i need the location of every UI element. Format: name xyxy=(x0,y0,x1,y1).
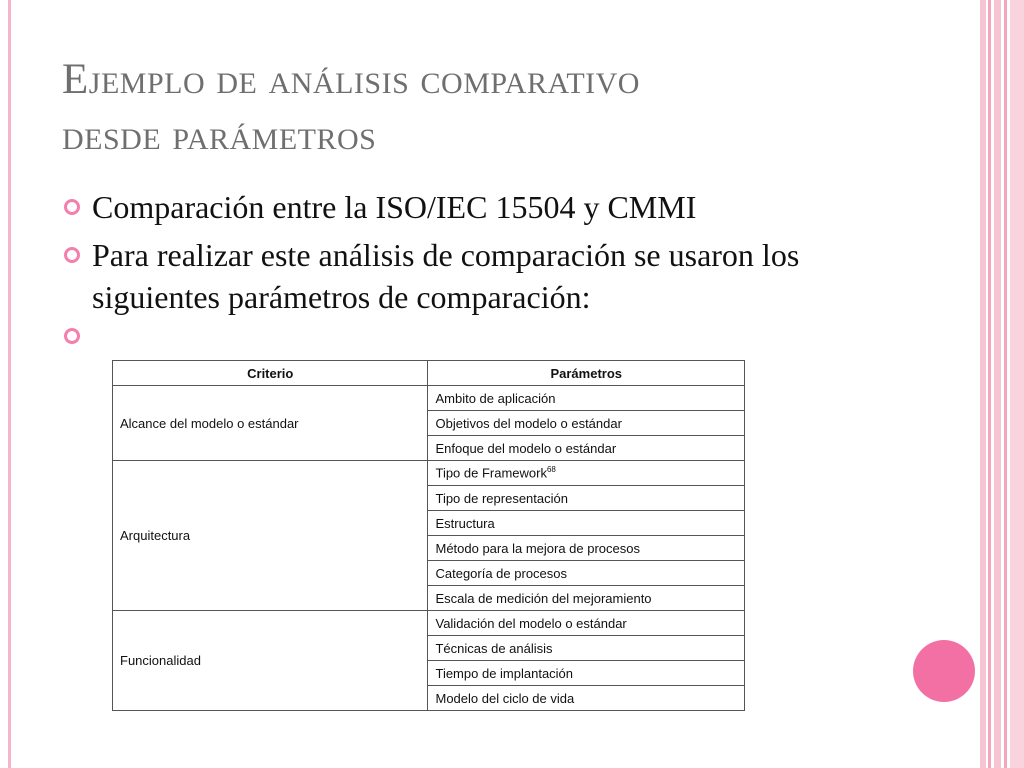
parameters-table xyxy=(112,360,745,711)
slide-title-line2: desde parámetros xyxy=(62,112,377,159)
parametro-cell: Escala de medición del mejoramiento xyxy=(428,586,745,611)
footnote-mark: 68 xyxy=(546,465,556,475)
parametro-cell: Modelo del ciclo de vida xyxy=(428,686,745,711)
table-row xyxy=(113,611,745,636)
table-row xyxy=(113,461,745,486)
decor-circle xyxy=(913,640,975,702)
bullet-icon xyxy=(64,247,80,263)
slide-title xyxy=(62,52,942,164)
parametro-cell: Tipo de representación xyxy=(428,486,745,511)
parametro-cell: Tiempo de implantación xyxy=(428,661,745,686)
decor-stripe xyxy=(994,0,1001,768)
table-row xyxy=(113,386,745,411)
criterio-cell: Funcionalidad xyxy=(113,611,428,711)
parametro-cell: Objetivos del modelo o estándar xyxy=(428,411,745,436)
parametro-cell: Validación del modelo o estándar xyxy=(428,611,745,636)
parametro-cell: Ambito de aplicación xyxy=(428,386,745,411)
bullet-text: Comparación entre la ISO/IEC 15504 y CMMI xyxy=(92,189,697,225)
bullet-item xyxy=(62,320,862,348)
decor-stripe xyxy=(988,0,991,768)
parametro-cell: Técnicas de análisis xyxy=(428,636,745,661)
parametro-text: Tipo de Framework xyxy=(435,465,547,481)
slide-title-line1: Ejemplo de análisis comparativo xyxy=(62,56,640,103)
criterio-cell: Alcance del modelo o estándar xyxy=(113,386,428,461)
bullet-item xyxy=(62,234,862,318)
decor-stripe xyxy=(1004,0,1007,768)
table-header-row xyxy=(113,361,745,386)
decor-stripe xyxy=(1010,0,1024,768)
criterio-cell: Arquitectura xyxy=(113,461,428,611)
parametro-cell: Método para la mejora de procesos xyxy=(428,536,745,561)
bullet-item xyxy=(62,186,862,228)
bullet-icon xyxy=(64,199,80,215)
bullet-text: Para realizar este análisis de comparación se usaron los siguientes parámetros de comparación: xyxy=(92,237,800,315)
parametro-cell xyxy=(428,461,745,486)
header-parametros: Parámetros xyxy=(428,361,745,386)
bullet-icon xyxy=(64,328,80,344)
parametro-cell: Estructura xyxy=(428,511,745,536)
parametro-cell: Enfoque del modelo o estándar xyxy=(428,436,745,461)
left-border xyxy=(8,0,11,768)
parametro-cell: Categoría de procesos xyxy=(428,561,745,586)
decor-stripe xyxy=(980,0,986,768)
bullet-list xyxy=(62,186,862,354)
header-criterio: Criterio xyxy=(113,361,428,386)
